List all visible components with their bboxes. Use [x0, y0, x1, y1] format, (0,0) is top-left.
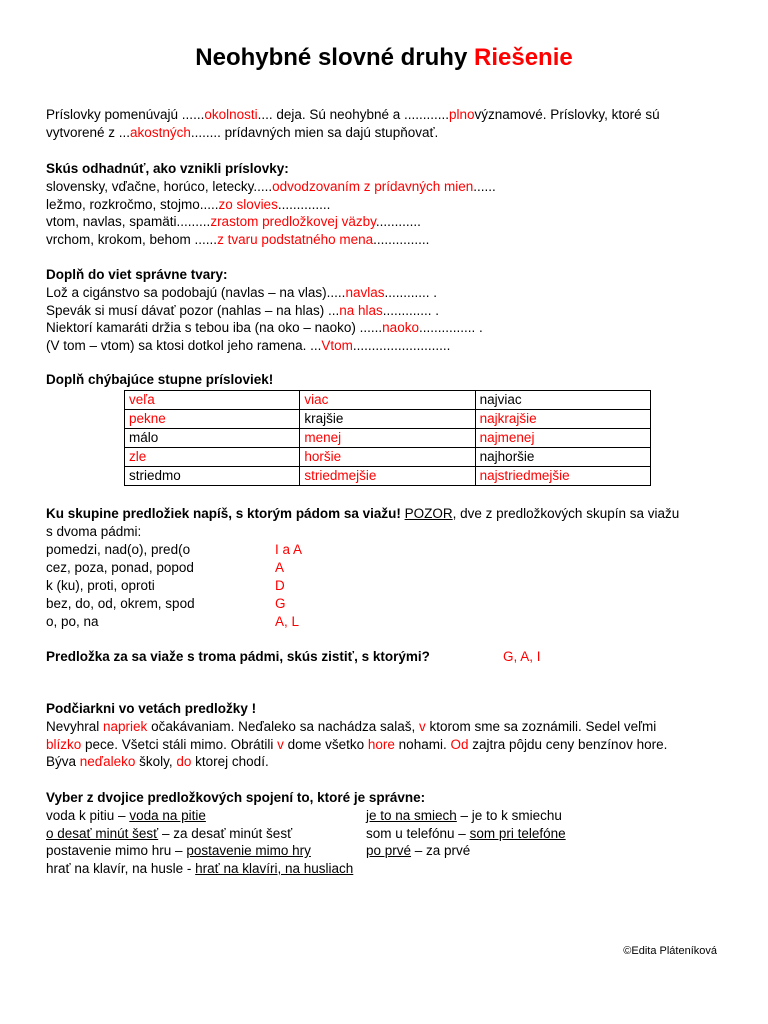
answer-za: G, A, I	[503, 649, 541, 664]
text-segment: vytvorené z ...	[46, 124, 131, 140]
sentence-line	[46, 736, 726, 754]
answer-text: napriek	[103, 718, 148, 734]
text-segment: – za prvé	[411, 843, 471, 858]
answer-text: zo slovies	[218, 196, 278, 212]
table-row	[125, 448, 651, 467]
answer-text: v	[419, 718, 426, 734]
table-cell: veľa	[125, 391, 300, 410]
answer-text: v	[277, 736, 284, 752]
answer-text: do	[176, 754, 192, 770]
text-segment: očakávaniam. Neďaleko sa nachádza salaš,	[147, 718, 420, 734]
table-row	[125, 410, 651, 429]
answer-text: hore	[367, 736, 395, 752]
exercise-line	[46, 302, 726, 320]
underlined-text: postavenie mimo hry	[186, 843, 311, 858]
choice-pair	[46, 860, 353, 878]
table-cell: málo	[125, 429, 300, 448]
text-segment: pece. Všetci stáli mimo. Obrátili	[81, 736, 278, 752]
table-cell: menej	[300, 429, 475, 448]
answer-text: akostných	[130, 124, 191, 140]
intro-paragraph	[46, 106, 726, 142]
table-cell: pekne	[125, 410, 300, 429]
exercise-line	[46, 337, 726, 355]
choice-pair	[366, 825, 566, 843]
table-cell: striedmejšie	[300, 467, 475, 486]
choice-pair	[46, 842, 311, 860]
answer-text: plno	[449, 107, 475, 122]
answer-text: navlas	[345, 284, 385, 300]
text-segment: ............ .	[384, 284, 437, 300]
preposition-group: cez, poza, ponad, popod	[46, 560, 194, 575]
section-heading: Doplň chýbajúce stupne prísloviek!	[46, 372, 274, 387]
answer-text: Od	[450, 736, 469, 752]
text-segment: Spevák si musí dávať pozor (nahlas – na hlas) ...	[46, 302, 340, 318]
table-cell: najviac	[475, 391, 650, 410]
question-za: Predložka za sa viaže s troma pádmi, skús zistiť, s ktorými?	[46, 649, 430, 664]
title-main: Neohybné slovné druhy	[195, 44, 468, 71]
answer-text: z tvaru podstatného mena	[217, 232, 374, 248]
title-accent: Riešenie	[474, 44, 573, 71]
section-underline	[46, 700, 726, 771]
text-segment: zajtra pôjdu ceny benzínov hore.	[468, 736, 668, 752]
page-title	[0, 42, 768, 74]
text-segment: – za desať minút šesť	[158, 826, 293, 841]
text-segment: ..........................	[352, 338, 451, 354]
text-segment: vtom, navlas, spamäti.........	[46, 214, 211, 230]
case-answer: A	[275, 560, 285, 575]
table-row	[125, 467, 651, 486]
answer-text: blízko	[46, 736, 82, 752]
exercise-line	[46, 231, 726, 249]
exercise-line	[46, 196, 726, 214]
exercise-line	[46, 284, 726, 302]
underlined-text: je to na smiech	[366, 808, 457, 823]
text-segment: ...............	[373, 232, 430, 248]
underlined-text: po prvé	[366, 843, 412, 858]
text-segment: Niektorí kamaráti držia s tebou iba (na oko – naoko) ......	[46, 320, 383, 336]
preposition-group: bez, do, od, okrem, spod	[46, 596, 195, 611]
text-segment: školy,	[135, 754, 177, 770]
sentence-line	[46, 753, 726, 771]
table-cell: najmenej	[475, 429, 650, 448]
exercise-line	[46, 319, 726, 337]
answer-text: odvodzovaním z prídavných mien	[272, 178, 474, 194]
preposition-group: pomedzi, nad(o), pred(o	[46, 542, 191, 557]
section-heading: Skús odhadnúť, ako vznikli príslovky:	[46, 161, 289, 176]
text-segment: ležmo, rozkročmo, stojmo.....	[46, 196, 219, 212]
text-segment: ............... .	[418, 320, 483, 336]
choice-pair	[46, 825, 292, 843]
answer-text: naoko	[382, 320, 419, 336]
section-origin	[46, 160, 726, 249]
underlined-text: voda na pitie	[129, 808, 206, 823]
table-cell: viac	[300, 391, 475, 410]
text-segment: vrchom, krokom, behom ......	[46, 232, 218, 248]
choice-pair	[366, 807, 562, 825]
case-answer: A, L	[275, 614, 300, 629]
table-row	[125, 391, 651, 410]
sentence-line	[46, 718, 726, 736]
section-heading: Vyber z dvojice predložkových spojení to, ktoré je správne:	[46, 790, 426, 805]
section-note-cont: s dvoma pádmi:	[46, 523, 142, 539]
preposition-group: k (ku), proti, oproti	[46, 578, 155, 593]
answer-text: na hlas	[339, 302, 383, 318]
intro-line	[46, 124, 726, 142]
section-heading: Ku skupine predložiek napíš, s ktorým pádom sa viažu!	[46, 506, 401, 521]
answer-text: Vtom	[321, 338, 353, 354]
table-cell: zle	[125, 448, 300, 467]
preposition-group: o, po, na	[46, 614, 99, 629]
text-segment: hrať na klavír, na husle -	[46, 861, 196, 876]
table-cell: krajšie	[300, 410, 475, 429]
text-segment: ........ prídavných mien sa dajú stupňovať.	[190, 124, 439, 140]
underlined-text: hrať na klavíri, na husliach	[195, 861, 354, 876]
pozor-label: POZOR	[404, 506, 453, 521]
copyright-footer: ©Edita Pláteníková	[623, 945, 717, 957]
text-segment: Nevyhral	[46, 718, 104, 734]
answer-text: okolnosti	[204, 107, 258, 122]
section-heading: Doplň do viet správne tvary:	[46, 267, 228, 282]
table-cell: najstriedmejšie	[475, 467, 650, 486]
table-cell: horšie	[300, 448, 475, 467]
text-segment: voda k pitiu –	[46, 808, 130, 823]
text-segment: postavenie mimo hru –	[46, 843, 187, 858]
comparison-table	[124, 390, 651, 486]
section-heading: Podčiarkni vo vetách predložky !	[46, 701, 257, 716]
text-segment: Býva	[46, 754, 80, 770]
table-row	[125, 429, 651, 448]
text-segment: ktorom sme sa zoznámili. Sedel veľmi	[425, 718, 657, 734]
choice-pair	[46, 807, 206, 825]
underlined-text: o desať minút šesť	[46, 826, 159, 841]
text-segment: (V tom – vtom) sa ktosi dotkol jeho ramena. ...	[46, 338, 322, 354]
text-segment: slovensky, vďačne, horúco, letecky.....	[46, 178, 273, 194]
section-cases	[46, 505, 726, 541]
text-segment: Príslovky pomenúvajú ......	[46, 107, 205, 122]
text-segment: ......	[473, 178, 496, 194]
case-answer: I a A	[275, 542, 303, 557]
text-segment: nohami.	[394, 736, 451, 752]
case-answer: D	[275, 578, 285, 593]
exercise-line	[46, 213, 726, 231]
text-segment: – je to k smiechu	[456, 808, 562, 823]
text-segment: .... deja. Sú neohybné a ............	[257, 107, 449, 122]
text-segment: ..............	[277, 196, 331, 212]
answer-text: zrastom predložkovej väzby	[210, 214, 376, 230]
text-segment: ............. .	[382, 302, 440, 318]
exercise-line	[46, 178, 726, 196]
text-segment: ktorej chodí.	[191, 754, 269, 770]
answer-text: neďaleko	[79, 754, 136, 770]
section-note: , dve z predložkových skupín sa viažu	[452, 506, 680, 521]
text-segment: ............	[375, 214, 421, 230]
choice-pair	[366, 842, 470, 860]
section-forms	[46, 266, 726, 355]
table-cell: striedmo	[125, 467, 300, 486]
text-segment: Lož a cigánstvo sa podobajú (navlas – na vlas).....	[46, 284, 346, 300]
text-segment: dome všetko	[283, 736, 368, 752]
underlined-text: som pri telefóne	[469, 826, 566, 841]
intro-line	[46, 106, 726, 124]
text-segment: významové. Príslovky, ktoré sú	[474, 107, 660, 122]
text-segment: som u telefónu –	[366, 826, 470, 841]
table-cell: najkrajšie	[475, 410, 650, 429]
table-cell: najhoršie	[475, 448, 650, 467]
case-answer: G	[275, 596, 286, 611]
